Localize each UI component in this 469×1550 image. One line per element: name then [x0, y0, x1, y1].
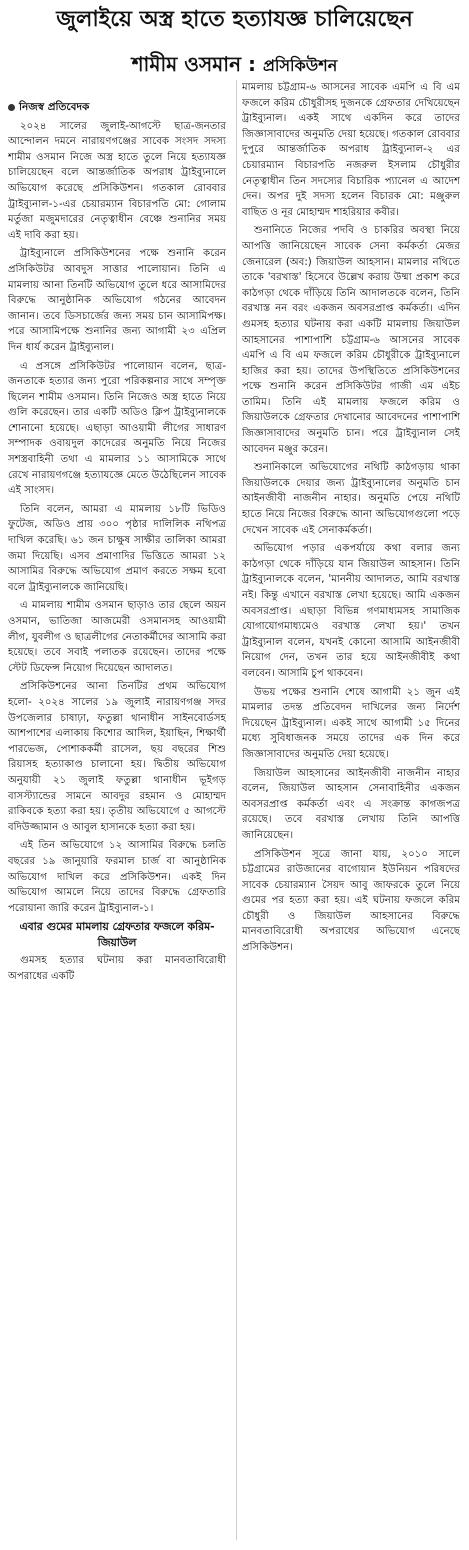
paragraph: জিয়াউল আহসানের আইনজীবী নাজনীন নাহার বলেন, জিয়াউল আহসান সেনাবাহিনীর একজন অবসরপ্রাপ্ত কর্মকর্তা এবং এ সংক্রান্ত কাগজপত্র রয়েছে। তবে বরখাস্ত লেখায় তিনি আপত্তি জানিয়েছেন। — [242, 767, 460, 841]
paragraph: তিনি বলেন, আমরা এ মামলায় ১৮টি ভিডিও ফুটেজ, অডিও প্রায় ৩০০ পৃষ্ঠার দালিলিক নথিপত্র দাখিল করেছি। ৬১ জন চাক্ষুষ সাক্ষীর তালিকা আমরা জমা দিয়েছি। এসব প্রমাণাদির ভিত্তিতে আমরা ১২ আসামির বিরুদ্ধে অভিযোগ প্রমাণ করতে সক্ষম হবো বলে ট্রাইব্যুনালকে জানিয়েছি। — [8, 503, 226, 593]
headline-name: শামীম ওসমান : — [131, 52, 256, 76]
paragraph: ২০২৪ সালের জুলাই-আগস্টে ছাত্র-জনতার আন্দোলন দমনে নারায়ণগঞ্জের সাবেক সংসদ সদস্য শামীম ওসমান নিজে অস্ত্র হাতে তুলে নিয়ে হত্যাযজ্ঞ চালিয়েছেন বলে আন্তর্জাতিক অপরাধ ট্রাইব্যুনালে অভিযোগ করেছে প্রসিকিউশন। গতকাল রোববার ট্রাইব্যুনাল-১-এর চেয়ারম্যান বিচারপতি মো: গোলাম মর্তুজা মজুমদারের নেতৃত্বাধীন বেঞ্চে শুনানির সময় এই দাবি করা হয়। — [8, 120, 226, 241]
paragraph: এ প্রসঙ্গে প্রসিকিউটর পালোয়ান বলেন, ছাত্র-জনতাকে হত্যার জন্য পুরো পরিকল্পনার সাথে সম্পৃক্ত ছিলেন শামীম ওসমান। তিনি নিজেও অস্ত্র হাতে নিয়ে গুলি করেছেন। তার একটি অডিও ক্লিপ ট্রাইব্যুনালকে শোনানো হয়েছে। এছাড়া আওয়ামী লীগের সাধারণ সম্পাদক ওবায়দুল কাদেরের অনুমতি নিয়ে নিজের সশস্ত্রবাহিনী তথা এ মামলার ১১ আসামিকে সাথে রেখে নারায়ণগঞ্জে হত্যাযজ্ঞে মেতে উঠেছিলেন সাবেক এই সাংসদ। — [8, 360, 226, 497]
paragraph: অভিযোগ পড়ার একপর্যায়ে কথা বলার জন্য কাঠগড়া থেকে দাঁড়িয়ে যান জিয়াউল আহসান। তিনি ট্রাইব্যুনালকে বলেন, 'মাননীয় আদালত, আমি বরখাস্ত নই। কিন্তু এখানে বরখাস্ত লেখা হয়েছে। আমি একজন অবসরপ্রাপ্ত। এছাড়া বিভিন্ন গণমাধ্যমসহ সামাজিক যোগাযোগমাধ্যমেও বরখাস্ত লেখা হয়।' তখন ট্রাইব্যুনাল বলেন, যখনই কোনো আসামি আইনজীবী নিয়োগ দেন, তখন তার হয়ে আইনজীবীই কথা বলবেন। আসামি চুপ থাকবেন। — [242, 543, 460, 679]
paragraph: উভয় পক্ষের শুনানি শেষে আগামী ২১ জুন এই মামলার তদন্ত প্রতিবেদন দাখিলের জন্য নির্দেশ দিয়েছেন ট্রাইব্যুনাল। একই সাথে আগামী ১৫ দিনের মধ্যে সুবিধাজনক সময়ে তাদের এক দিন করে জিজ্ঞাসাবাদের অনুমতি দেয়া হয়েছে। — [242, 686, 460, 760]
paragraph: শুনানিতে নিজের পদবি ও চাকরির অবস্থা নিয়ে আপত্তি জানিয়েছেন সাবেক সেনা কর্মকর্তা মেজর জেনারেল (অব:) জিয়াউল আহসান। মামলার নথিতে তাকে 'বরখাস্ত' হিসেবে উল্লেখ করায় উষ্মা প্রকাশ করে কাঠগড়া থেকে দাঁড়িয়ে তিনি আদালতকে বলেন, তিনি বরখাস্ত নন বরং একজন অবসরপ্রাপ্ত কর্মকর্তা। এদিন গুমসহ হত্যার ঘটনায় করা একটি মামলায় জিয়াউল আহসানের পাশাপাশি চট্টগ্রাম-৬ আসনের সাবেক এমপি এ বি এম ফজলে করিম চৌধুরীকে ট্রাইব্যুনালে হাজির করা হয়। তাদের উপস্থিতিতে প্রসিকিউশনের পক্ষে শুনানি করেন প্রসিকিউটর গাজী এম এইচ তামিম। তিনি এই মামলায় ফজলে করিম ও জিয়াউলকে গ্রেফতার দেখানোর আবেদনের পাশাপাশি জিজ্ঞাসাবাদের অনুমতি চান। পরে ট্রাইব্যুনাল সেই আবেদন মঞ্জুর করেন। — [242, 225, 460, 455]
headline-source: প্রসিকিউশন — [262, 56, 338, 75]
headline-line2 — [6, 48, 463, 82]
left-column — [8, 100, 226, 1540]
paragraph: এ মামলায় শামীম ওসমান ছাড়াও তার ছেলে অয়ন ওসমান, ভাতিজা আজমেরী ওসমানসহ আওয়ামী লীগ, যুবলীগ ও ছাত্রলীগের নেতাকর্মীদের আসামি করা হয়েছে। তবে সবাই পলাতক রয়েছেন। তাদের পক্ষে স্টেট ডিফেন্স নিয়োগ দিয়েছেন আদালত। — [8, 600, 226, 674]
right-column — [242, 80, 460, 1540]
column-divider — [236, 80, 237, 1540]
byline — [8, 100, 226, 116]
subheading: এবার গুমের মামলায় গ্রেফতার ফজলে করিম-জিয়াউল — [19, 920, 215, 949]
paragraph: এই তিন অভিযোগে ১২ আসামির বিরুদ্ধে চলতি বছরের ১৯ জানুয়ারি ফরমাল চার্জ বা আনুষ্ঠানিক অভিযোগ দাখিল করে প্রসিকিউশন। একই দিন অভিযোগ আমলে নিয়ে তাদের বিরুদ্ধে গ্রেফতারি পরোয়ানা জারি করেন ট্রাইব্যুনাল-১। — [8, 840, 226, 914]
bullet-icon — [8, 104, 15, 111]
paragraph: ট্রাইব্যুনালে প্রসিকিউশনের পক্ষে শুনানি করেন প্রসিকিউটর আবদুস সাত্তার পালোয়ান। তিনি এ মামলায় আনা তিনটি অভিযোগ তুলে ধরে আসামিদের বিরুদ্ধে আনুষ্ঠানিক অভিযোগ গঠনের আবেদন জানান। তবে ডিসচার্জের জন্য সময় চান আসামিপক্ষ। পরে আসামিপক্ষে শুনানির জন্য আগামী ২৩ এপ্রিল দিন ধার্য করেন ট্রাইব্যুনাল। — [8, 248, 226, 353]
paragraph: প্রসিকিউশন সূত্রে জানা যায়, ২০১০ সালে চট্টগ্রামের রাউজানের বাগোয়ান ইউনিয়ন পরিষদের সাবেক চেয়ারম্যান সৈয়দ আবু জাফরকে তুলে নিয়ে গুমের পর হত্যা করা হয়। এই ঘটনায় ফজলে করিম চৌধুরী ও জিয়াউল আহসানের বিরুদ্ধে মানবতাবিরোধী অপরাধের অভিযোগ এনেছে প্রসিকিউশন। — [242, 848, 460, 954]
byline-text: নিজস্ব প্রতিবেদক — [19, 101, 90, 113]
paragraph: শুনানিকালে অভিযোগের নথিটি কাঠগড়ায় থাকা জিয়াউলকে দেয়ার জন্য ট্রাইব্যুনালের অনুমতি চান আইনজীবী নাজনীন নাহার। অনুমতি পেয়ে নথিটি হাতে নিয়ে নিজের বিরুদ্ধে আনা অভিযোগগুলো পড়ে দেখেন সাবেক এই সেনাকর্মকর্তা। — [242, 462, 460, 536]
paragraph: গুমসহ হত্যার ঘটনায় করা মানবতাবিরোধী অপরাধের একটি — [8, 955, 226, 983]
paragraph: প্রসিকিউশনের আনা তিনটির প্রথম অভিযোগ হলো- ২০২৪ সালের ১৯ জুলাই নারায়ণগঞ্জ সদর উপজেলার চাষাঢ়া, ফতুল্লা থানাধীন সাইনবোর্ডসহ আশপাশের এলাকায় কিশোর আদিল, ইয়াছিন, শিক্ষার্থী পারভেজ, পোশাককর্মী রাসেল, ছয় বছরের শিশু রিয়াসহ হত্যাকাণ্ড চালানো হয়। দ্বিতীয় অভিযোগ অনুযায়ী ২১ জুলাই ফতুল্লা থানাধীন ভূইগড় বাসস্ট্যান্ডের সামনে আবদুর রহমান ও মোহাম্মদ রাকিবকে হত্যা করা হয়। তৃতীয় অভিযোগে ৫ আগস্টে বদিউজ্জামান ও আবুল হাসানকে হত্যা করা হয়। — [8, 681, 226, 833]
headline-line1: জুলাইয়ে অস্ত্র হাতে হত্যাযজ্ঞ চালিয়েছেন — [56, 7, 413, 32]
paragraph: মামলায় চট্টগ্রাম-৬ আসনের সাবেক এমপি এ বি এম ফজলে করিম চৌধুরীসহ দুজনকে গ্রেফতার দেখিয়েছেন ট্রাইব্যুনাল। একই সাথে একদিন করে তাদের জিজ্ঞাসাবাদের অনুমতি দেয়া হয়েছে। গতকাল রোববার দুপুরে আন্তর্জাতিক অপরাধ ট্রাইব্যুনাল-২ এর চেয়ারম্যান বিচারপতি নজরুল ইসলাম চৌধুরীর নেতৃত্বাধীন তিন সদস্যের বিচারিক প্যানেল এ আদেশ দেন। অপর দুই সদস্য হলেন বিচারক মো: মঞ্জুরুল বাছিত ও নূর মোহাম্মদ শাহরিয়ার কবীর। — [242, 82, 460, 218]
